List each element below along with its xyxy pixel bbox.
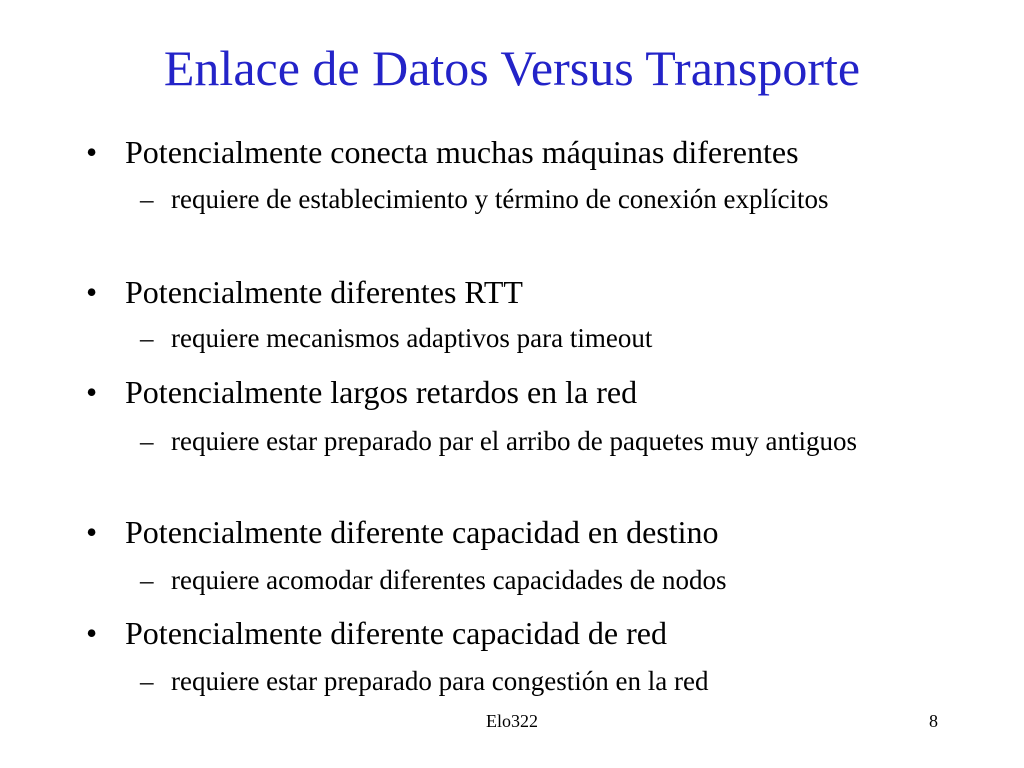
bullet-text: Potencialmente largos retardos en la red: [125, 374, 638, 410]
bullet-text: Potencialmente diferentes RTT: [125, 274, 523, 310]
sub-bullet-text: requiere de establecimiento y término de conexión explícitos: [171, 184, 829, 214]
bullet-marker: •: [86, 274, 98, 310]
bullet-marker: •: [86, 615, 98, 651]
footer-page-number: 8: [929, 711, 938, 731]
bullet-text: Potencialmente diferente capacidad en destino: [125, 514, 719, 550]
sub-bullet-marker: –: [140, 184, 154, 214]
bullet-marker: •: [86, 374, 98, 410]
footer-course-label: Elo322: [486, 711, 538, 731]
sub-bullet-text: requiere mecanismos adaptivos para timeout: [171, 323, 653, 353]
bullet-text: Potencialmente diferente capacidad de red: [125, 615, 667, 651]
sub-bullet-marker: –: [140, 426, 154, 456]
bullet-text: Potencialmente conecta muchas máquinas diferentes: [125, 134, 799, 170]
sub-bullet-text: requiere estar preparado par el arribo de paquetes muy antiguos: [171, 426, 857, 456]
slide-title: Enlace de Datos Versus Transporte: [163, 40, 861, 96]
bullet-marker: •: [86, 514, 98, 550]
sub-bullet-marker: –: [140, 666, 154, 696]
sub-bullet-marker: –: [140, 565, 154, 595]
bullet-marker: •: [86, 134, 98, 170]
sub-bullet-text: requiere estar preparado para congestión en la red: [171, 666, 709, 696]
sub-bullet-text: requiere acomodar diferentes capacidades de nodos: [171, 565, 727, 595]
sub-bullet-marker: –: [140, 323, 154, 353]
